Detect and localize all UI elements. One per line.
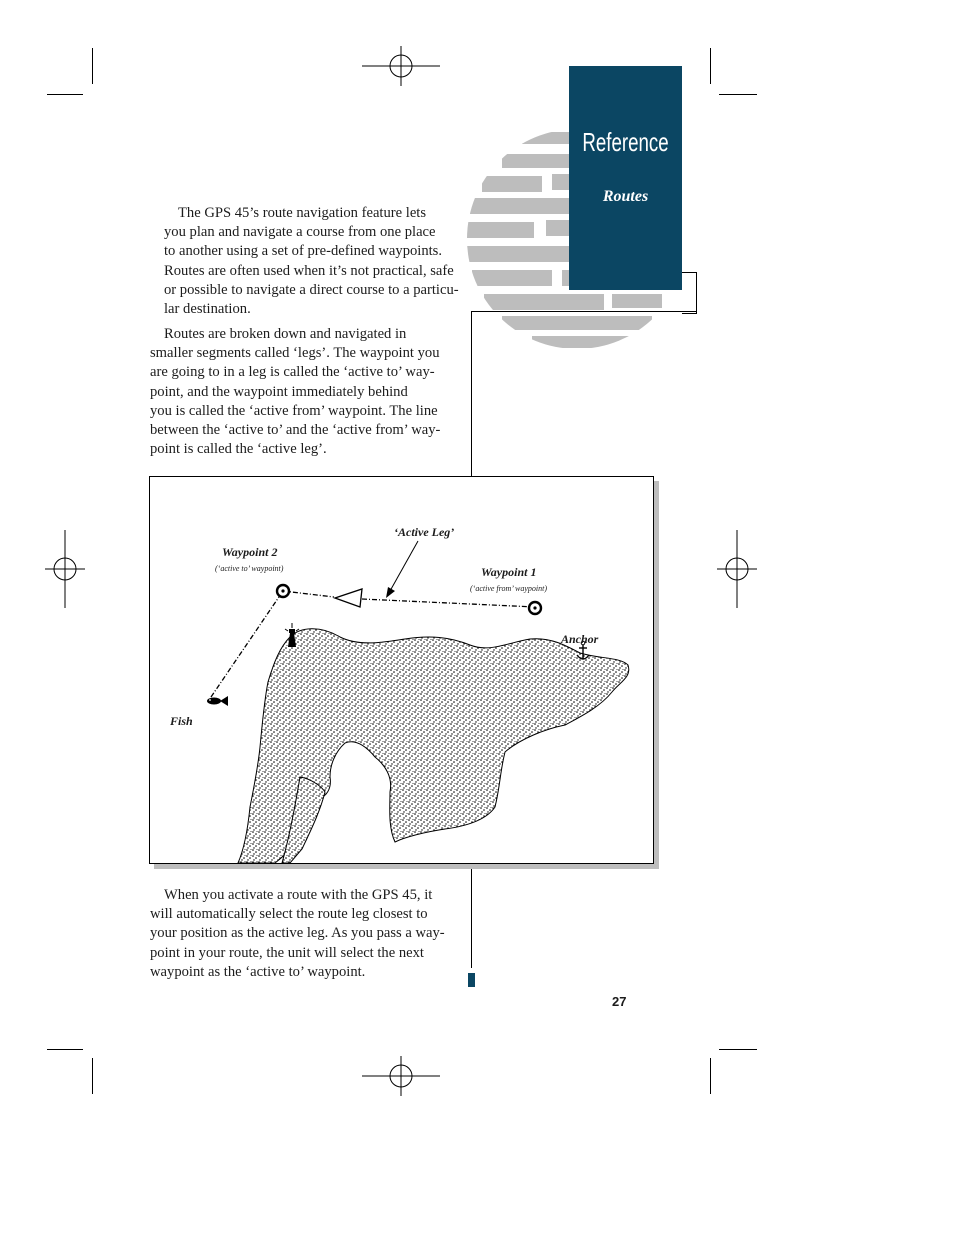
rule-vertical-bottom — [471, 862, 472, 968]
text-line: point in your route, the unit will select the next — [150, 944, 424, 961]
text-line: waypoint as the ‘active to’ waypoint. — [150, 963, 366, 980]
waypoint-2-label: Waypoint 2 — [222, 545, 278, 559]
crop-mark — [710, 1058, 711, 1094]
anchor-label: Anchor — [561, 632, 599, 646]
paragraph-route-activation — [150, 886, 450, 982]
registration-mark-right — [717, 530, 757, 608]
fish-label: Fish — [170, 714, 193, 728]
paragraph-route-legs — [150, 325, 450, 459]
waypoint-1-marker — [529, 602, 541, 614]
text-line: to another using a set of pre-defined waypoints. — [164, 243, 443, 260]
section-subtitle: Routes — [602, 188, 649, 205]
section-tab — [569, 66, 682, 290]
svg-text:Reference: Reference — [582, 126, 669, 157]
tab-outline-right — [682, 272, 697, 314]
crop-mark — [719, 1049, 757, 1050]
text-line: or possible to navigate a direct course to a particu- — [164, 281, 459, 298]
registration-mark-bottom — [362, 1056, 440, 1096]
section-title — [569, 124, 682, 158]
registration-mark-left — [45, 530, 85, 608]
crop-mark — [92, 48, 93, 84]
text-line: point is called the ‘active leg’. — [150, 441, 327, 458]
crop-mark — [719, 94, 757, 95]
crop-mark — [710, 48, 711, 84]
paragraph-route-intro — [150, 204, 459, 319]
text-line: you plan and navigate a course from one place — [164, 224, 436, 241]
waypoint-1-sublabel: (‘active from’ waypoint) — [470, 584, 548, 593]
registration-mark-top — [362, 46, 440, 86]
page-number: 27 — [612, 994, 627, 1009]
waypoint-2-marker — [277, 585, 289, 597]
text-line: are going to in a leg is called the ‘active to’ way- — [150, 364, 435, 381]
text-line: will automatically select the route leg closest to — [150, 906, 428, 923]
waypoint-1-label: Waypoint 1 — [481, 565, 537, 579]
crop-mark — [47, 1049, 83, 1050]
rule-vertical-top — [471, 311, 472, 477]
text-line: point, and the waypoint immediately behind — [150, 383, 408, 400]
text-line: When you activate a route with the GPS 45, it — [164, 887, 433, 903]
text-line: your position as the active leg. As you pass a way- — [150, 925, 445, 942]
text-line: smaller segments called ‘legs’. The waypoint you — [150, 345, 440, 362]
text-line: Routes are often used when it’s not practical, safe — [164, 262, 454, 279]
rule-horizontal — [471, 311, 697, 312]
text-line: between the ‘active to’ and the ‘active from’ way- — [150, 422, 441, 439]
margin-marker — [468, 973, 475, 987]
text-line: lar destination. — [164, 301, 251, 318]
crop-mark — [92, 1058, 93, 1094]
text-line: you is called the ‘active from’ waypoint. The line — [150, 402, 438, 419]
text-line: The GPS 45’s route navigation feature lets — [178, 205, 427, 221]
route-diagram — [149, 476, 654, 864]
active-leg-label: ‘Active Leg’ — [394, 525, 455, 539]
text-line: Routes are broken down and navigated in — [164, 326, 407, 342]
current-position-marker — [335, 589, 362, 607]
waypoint-2-sublabel: (‘active to’ waypoint) — [215, 564, 284, 573]
fish-icon — [207, 696, 228, 706]
crop-mark — [47, 94, 83, 95]
